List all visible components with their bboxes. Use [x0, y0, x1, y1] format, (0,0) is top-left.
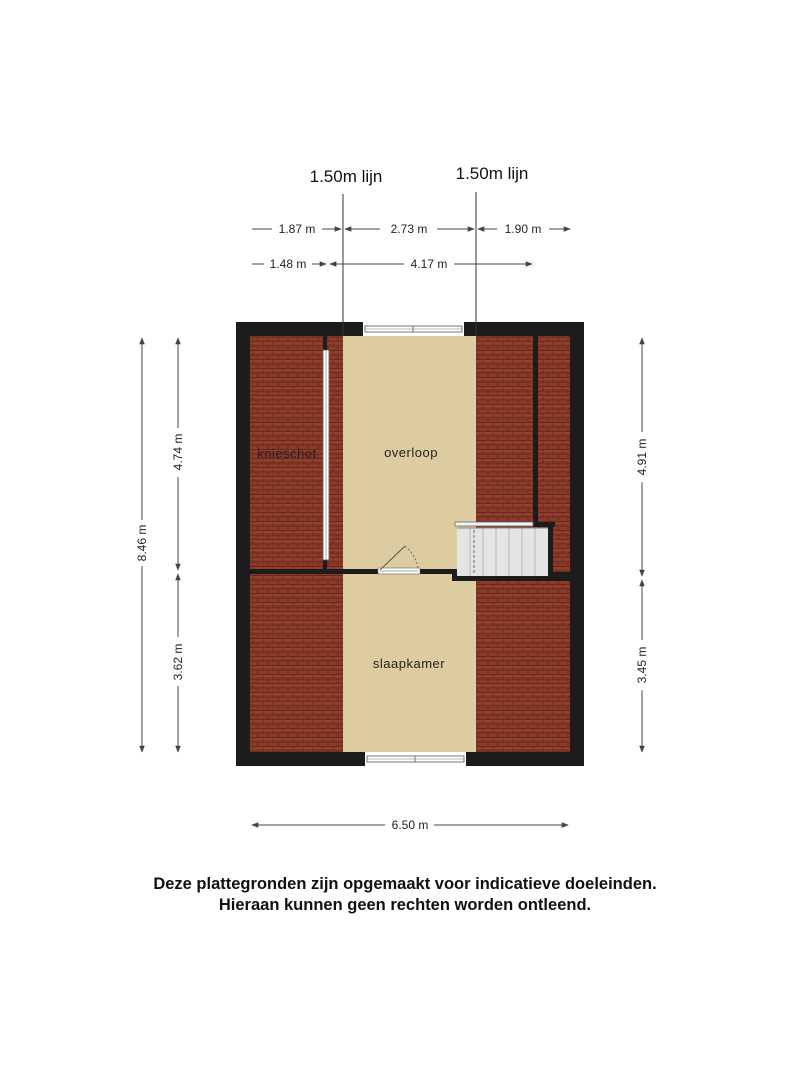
window-top	[363, 322, 464, 336]
room-label-overloop: overloop	[384, 445, 438, 460]
knieschot-doors	[323, 350, 329, 560]
dim-top-5: 4.17 m	[410, 257, 448, 271]
dim-right-upper: 4.91 m	[635, 438, 649, 476]
right-dimensions	[635, 338, 649, 752]
disclaimer	[0, 874, 810, 916]
dim-bottom: 6.50 m	[391, 818, 429, 832]
interior-wall-horizontal-right	[420, 569, 456, 574]
left-dimensions	[135, 338, 185, 752]
window-bottom	[365, 752, 466, 766]
roof-right-lower	[476, 580, 570, 752]
height-line-label-left: 1.50m lijn	[309, 167, 383, 186]
disclaimer-line-1: Deze plattegronden zijn opgemaakt voor indicatieve doeleinden.	[153, 875, 657, 893]
room-label-knieschot: knieschot	[257, 446, 317, 461]
dim-top-4: 1.48 m	[269, 257, 307, 271]
height-lines	[310, 164, 529, 336]
disclaimer-line-2: Hieraan kunnen geen rechten worden ontleend.	[218, 896, 592, 914]
wall-stairwell-right	[548, 522, 553, 580]
top-dimensions	[252, 222, 570, 271]
roof-left-lower	[250, 574, 343, 752]
dim-left-total: 8.46 m	[135, 524, 149, 562]
bottom-dimensions	[252, 818, 568, 832]
wall-vertical-right-closet	[533, 336, 538, 526]
dim-top-2: 2.73 m	[390, 222, 428, 236]
dim-left-lower: 3.62 m	[171, 643, 185, 681]
dim-left-upper: 4.74 m	[171, 433, 185, 471]
height-line-label-right: 1.50m lijn	[455, 164, 529, 183]
building	[236, 322, 584, 766]
dim-top-1: 1.87 m	[278, 222, 316, 236]
dim-right-lower: 3.45 m	[635, 646, 649, 684]
interior-wall-step	[452, 569, 457, 581]
interior-wall-horizontal-left	[250, 569, 378, 574]
room-label-slaapkamer: slaapkamer	[372, 656, 446, 671]
dim-top-3: 1.90 m	[504, 222, 542, 236]
stairs	[455, 522, 548, 576]
